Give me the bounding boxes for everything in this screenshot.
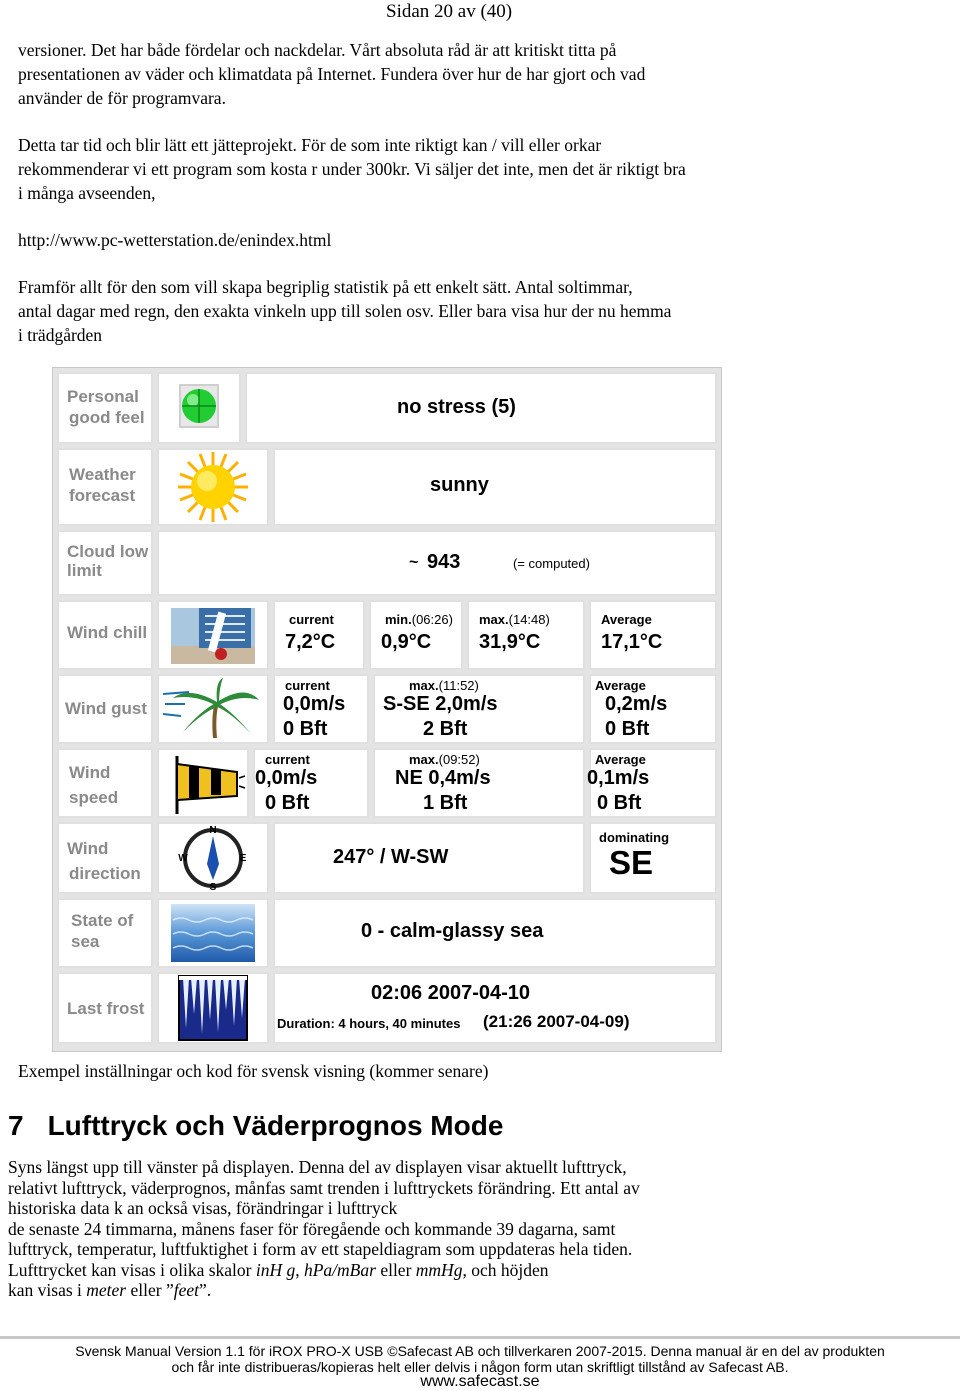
windsock-icon — [159, 750, 247, 816]
gust-max-header: max.(11:52) — [409, 678, 479, 693]
speed-average-bft: 0 Bft — [597, 792, 642, 814]
forecast-value: sunny — [430, 474, 489, 496]
windchill-current-value: 7,2°C — [285, 631, 336, 653]
sea-icon — [159, 900, 267, 966]
speed-average-header: Average — [595, 752, 646, 767]
speed-average-ms: 0,1m/s — [587, 767, 650, 789]
text-line: Framför allt för den som vill skapa begriplig statistik på ett enkelt sätt. Antal soltimmar, — [18, 277, 633, 297]
windchill-current-header: current — [289, 612, 334, 627]
windchill-label-cell — [57, 600, 153, 670]
windchill-icon-cell — [157, 600, 269, 670]
dominating-header: dominating — [599, 830, 670, 845]
green-ball-icon — [159, 374, 239, 442]
gust-current-cell — [273, 674, 369, 744]
speed-current-header: current — [265, 752, 310, 767]
text-line: relativt lufttryck, väderprognos, månfas samt trenden i lufttryckets förändring. Ett antal av — [8, 1177, 640, 1198]
text-line: kan visas i meter eller ”feet”. — [8, 1280, 212, 1300]
direction-label-cell — [57, 822, 153, 894]
frost-icon-cell — [157, 972, 269, 1044]
cloud-value: 943 — [427, 551, 461, 573]
unit-mmhg: mmHg — [415, 1259, 463, 1280]
frost-duration: Duration: 4 hours, 40 minutes — [277, 1016, 461, 1031]
compass-icon — [159, 824, 267, 892]
gust-max-cell — [373, 674, 585, 744]
text-line: använder de för programvara. — [18, 88, 226, 108]
compass-n-label: N — [209, 825, 217, 836]
compass-w-label: W — [178, 853, 188, 864]
personal-icon-cell — [157, 372, 241, 444]
gust-average-header: Average — [595, 678, 646, 693]
speed-icon-cell — [157, 748, 249, 818]
footer-website-link[interactable]: www.safecast.se — [420, 1373, 540, 1390]
speed-max-ms: NE 0,4m/s — [395, 767, 491, 789]
direction-icon-cell — [157, 822, 269, 894]
sea-label: State of sea — [71, 911, 134, 951]
forecast-value-cell — [273, 448, 717, 526]
gust-label-cell — [57, 674, 153, 744]
windchill-min-header: min.(06:26) — [385, 612, 453, 627]
windchill-max-cell — [467, 600, 585, 670]
forecast-label-cell — [57, 448, 153, 526]
windchill-current-cell — [273, 600, 365, 670]
forecast-icon-cell — [157, 448, 269, 526]
gust-max-bft: 2 Bft — [423, 718, 468, 740]
gust-label: Wind gust — [65, 699, 147, 718]
footer-line-1: Svensk Manual Version 1.1 för iROX PRO-X USB ©Safecast AB och tillverkaren 2007-2015. Denna manual är en del av produkten — [75, 1343, 885, 1359]
gust-average-cell — [589, 674, 717, 744]
windchill-average-header: Average — [601, 612, 652, 627]
direction-dominating-cell — [589, 822, 717, 894]
text-line: i många avseenden, — [18, 183, 156, 203]
text-line: Lufttrycket kan visas i olika skalor inH g, hPa/mBar eller mmHg, och höjden — [8, 1259, 549, 1280]
speed-max-header: max.(09:52) — [409, 752, 480, 767]
frost-since: (21:26 2007-04-09) — [483, 1012, 630, 1031]
direction-value: 247° / W-SW — [333, 846, 449, 868]
direction-label: Wind direction — [67, 839, 141, 883]
cloud-label: Cloud low limit — [67, 542, 149, 580]
windchill-average-cell — [589, 600, 717, 670]
footer-divider — [0, 1336, 960, 1339]
personal-label: Personal good feel — [67, 387, 145, 427]
gust-current-header: current — [285, 678, 330, 693]
gust-current-bft: 0 Bft — [283, 718, 328, 740]
sun-icon — [159, 450, 267, 524]
thermometer-icon — [159, 602, 267, 668]
windchill-label: Wind chill — [67, 623, 148, 642]
intro-paragraph-1 — [18, 38, 918, 110]
cloud-note: (= computed) — [513, 556, 590, 571]
intro-paragraph-3 — [18, 275, 918, 347]
footer-line-2: och får inte distribueras/kopieras helt eller delvis i någon form utan skriftligt tillstånd av Safecast AB. — [171, 1359, 789, 1375]
sea-value: 0 - calm-glassy sea — [361, 920, 544, 942]
personal-value: no stress (5) — [397, 396, 516, 418]
gust-average-ms: 0,2m/s — [605, 693, 668, 715]
speed-max-bft: 1 Bft — [423, 792, 468, 814]
compass-e-label: E — [239, 853, 247, 864]
gust-current-ms: 0,0m/s — [283, 693, 346, 715]
sea-value-cell — [273, 898, 717, 968]
speed-current-bft: 0 Bft — [265, 792, 310, 814]
text-line: i trädgården — [18, 325, 103, 345]
speed-label-cell — [57, 748, 153, 818]
text-line: versioner. Det har både fördelar och nackdelar. Vårt absoluta råd är att kritiskt titta på — [18, 40, 617, 60]
unit-meter: meter — [86, 1280, 127, 1300]
cloud-label-cell — [57, 530, 153, 596]
speed-label: Wind speed — [69, 763, 119, 807]
windchill-max-value: 31,9°C — [479, 631, 541, 653]
personal-value-cell — [245, 372, 717, 444]
sea-label-cell — [57, 898, 153, 968]
windchill-max-header: max.(14:48) — [479, 612, 550, 627]
speed-current-cell — [253, 748, 369, 818]
speed-current-ms: 0,0m/s — [255, 767, 318, 789]
frost-label-cell — [57, 972, 153, 1044]
text-line: lufttryck, temperatur, luftfuktighet i form av ett stapeldiagram som uppdateras hela tiden. — [8, 1239, 633, 1259]
cloud-value-cell — [157, 530, 717, 596]
frost-time: 02:06 2007-04-10 — [371, 982, 531, 1004]
text-line: de senaste 24 timmarna, månens faser för föregående och kommande 39 dagarna, samt — [8, 1218, 616, 1239]
text-line: antal dagar med regn, den exakta vinkeln upp till solen osv. Eller bara visa hur der nu hemma — [18, 301, 672, 321]
unit-feet: feet — [173, 1280, 199, 1300]
gust-max-ms: S-SE 2,0m/s — [383, 693, 498, 715]
dominating-value: SE — [609, 844, 654, 881]
cloud-tilde: ~ — [409, 554, 419, 571]
text-line: historiska data k an också visas, förändringar i lufttryck — [8, 1198, 398, 1218]
forecast-label: Weather forecast — [69, 465, 136, 505]
gust-average-bft: 0 Bft — [605, 718, 650, 740]
compass-s-label: S — [209, 882, 217, 892]
intro-paragraph-2 — [18, 133, 918, 205]
unit-inhg: inH g — [255, 1259, 296, 1280]
windchill-min-cell — [369, 600, 463, 670]
unit-hpa: hPa/mBar — [303, 1259, 376, 1280]
speed-max-cell — [373, 748, 585, 818]
windchill-average-value: 17,1°C — [601, 631, 663, 653]
text-line: Syns längst upp till vänster på displayen. Denna del av displayen visar aktuellt lufttryck, — [8, 1157, 627, 1177]
direction-value-cell — [273, 822, 585, 894]
windchill-min-value: 0,9°C — [381, 631, 432, 653]
palm-tree-icon — [159, 676, 267, 742]
section-heading — [8, 1108, 503, 1144]
page-header: Sidan 20 av (40) — [386, 1, 513, 22]
gust-icon-cell — [157, 674, 269, 744]
table-caption: Exempel inställningar och kod för svensk visning (kommer senare) — [18, 1061, 489, 1081]
sea-icon-cell — [157, 898, 269, 968]
website-link[interactable]: http://www.pc-wetterstation.de/enindex.html — [18, 230, 332, 250]
text-line: Detta tar tid och blir lätt ett jätteprojekt. För de som inte riktigt kan / vill eller orkar — [18, 135, 602, 155]
text-line: rekommenderar vi ett program som kosta r under 300kr. Vi säljer det inte, men det är riktigt bra — [18, 159, 686, 179]
speed-average-cell — [589, 748, 717, 818]
personal-label-cell — [57, 372, 153, 444]
frost-label: Last frost — [67, 999, 145, 1018]
icicles-icon — [159, 974, 267, 1042]
weather-table — [52, 367, 722, 1052]
section-title: Lufttryck och Väderprognos Mode — [47, 1110, 504, 1141]
text-line: presentationen av väder och klimatdata på Internet. Fundera över hur de har gjort och vad — [18, 64, 646, 84]
section-body — [8, 1157, 948, 1301]
section-number: 7 — [8, 1110, 24, 1141]
frost-value-cell — [273, 972, 717, 1044]
